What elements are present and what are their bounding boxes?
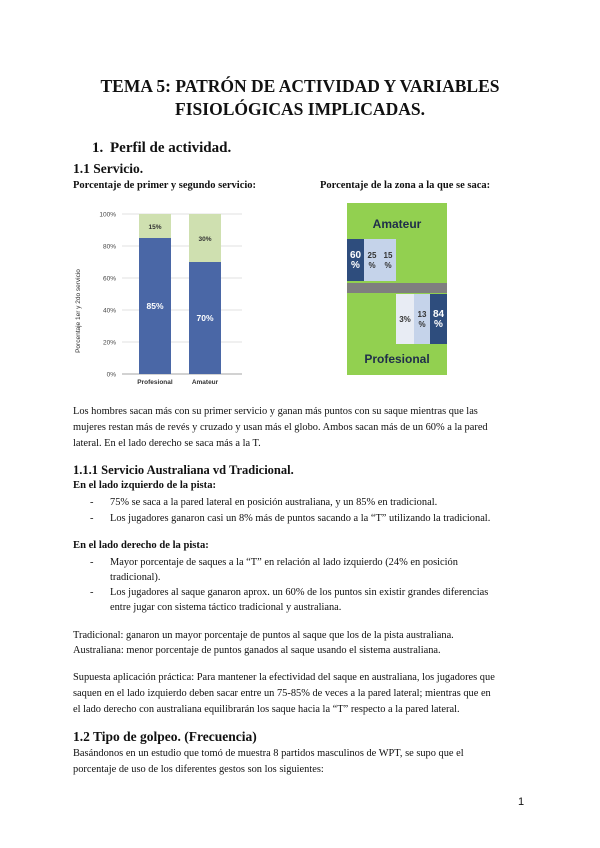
bullet-dash: -: [90, 587, 94, 598]
bar-data-label: 70%: [196, 313, 214, 323]
list-item: [90, 585, 540, 615]
para-serve-line3: lateral. En el lado derecho se saca más a la T.: [73, 438, 261, 449]
bar-data-label: 85%: [146, 301, 164, 311]
bullet-text: 75% se saca a la pared lateral en posición australiana, y un 85% en tradicional.: [110, 497, 438, 508]
bullet-text-cont: tradicional).: [110, 572, 161, 583]
zone-value-label: %: [368, 261, 376, 270]
zone-value-label: %: [418, 320, 426, 329]
subsection-1-2: 1.2 Tipo de golpeo. (Frecuencia): [73, 729, 257, 744]
list-item: [90, 555, 540, 585]
y-tick-label: 0%: [106, 371, 116, 379]
doc-title-line1: TEMA 5: PATRÓN DE ACTIVIDAD Y VARIABLES: [100, 76, 500, 96]
bullet-dash: -: [90, 557, 94, 568]
y-tick-label: 100%: [99, 211, 116, 219]
para-study-line2: porcentaje de uso de los diferentes gestos son los siguientes:: [73, 764, 324, 775]
zone-value-label: %: [384, 261, 392, 270]
zone-value-label: 3%: [399, 315, 411, 324]
para-application-line2: saquen en el lado izquierdo deben sacar entre un 75-85% de veces a la pared lateral; mientras que en: [73, 688, 491, 699]
para-australiana: Australiana: menor porcentaje de puntos ganados al saque usando el sistema australiana.: [73, 645, 441, 656]
doc-title-line2: FISIOLÓGICAS IMPLICADAS.: [175, 99, 425, 119]
bar-data-label: 30%: [198, 236, 212, 243]
x-tick-label: Amateur: [191, 379, 219, 386]
subsection-1-1-1: 1.1.1 Servicio Australiana vd Tradicional.: [73, 463, 294, 477]
list-item: [90, 495, 540, 510]
bullet-text: Los jugadores ganaron casi un 8% más de puntos sacando a la “T” utilizando la tradicional.: [110, 513, 491, 524]
zone-cell: [414, 294, 430, 344]
bullet-text: Los jugadores al saque ganaron aprox. un 60% de los puntos sin existir grandes diferencias: [110, 587, 489, 598]
bullet-text-cont: entre jugar con sistema táctico tradicional y australiana.: [110, 602, 342, 613]
para-application-line3: el lado derecho con australiana equilibrarán los saque hacia la “T” respecto a la pared lateral.: [73, 704, 460, 715]
zone-value-label: 60: [349, 250, 362, 261]
bar-data-label: 15%: [148, 224, 162, 231]
zone-value-label: 84: [432, 309, 445, 320]
bullet-dash: -: [90, 497, 94, 508]
y-tick-label: 80%: [102, 243, 116, 251]
section1-number: 1.: [92, 140, 104, 156]
zone-value-label: %: [434, 319, 443, 330]
para-application-line1: Supuesta aplicación práctica: Para mantener la efectividad del saque en australiana, los jugadores que: [73, 672, 495, 683]
para-serve-line1: Los hombres sacan más con su primer servicio y ganan más puntos con su saque mientras que las: [73, 406, 478, 417]
zone-cell: [364, 239, 380, 281]
para-study-line1: Basándonos en un estudio que tomó de muestra 8 partidos masculinos de WPT, se supo que el: [73, 748, 464, 759]
left-side-heading: En el lado izquierdo de la pista:: [73, 480, 217, 491]
y-tick-label: 40%: [102, 307, 116, 315]
chart-y-axis-label: Porcentaje 1er y 2do servicio: [75, 269, 82, 353]
right-side-heading: En el lado derecho de la pista:: [73, 540, 209, 551]
subsection-1-1: 1.1 Servicio.: [73, 161, 144, 176]
caption-left-chart: Porcentaje de primer y segundo servicio:: [73, 180, 257, 191]
x-tick-label: Profesional: [137, 379, 173, 386]
group-label-profesional: Profesional: [364, 352, 430, 366]
zone-value-label: 25: [367, 251, 377, 260]
serve-percentage-chart: [70, 203, 250, 393]
serve-zone-diagram: [347, 203, 447, 375]
court-net: [347, 283, 447, 293]
zone-cell: [380, 239, 396, 281]
caption-right-chart: Porcentaje de la zona a la que se saca:: [320, 180, 491, 191]
bullet-text: Mayor porcentaje de saques a la “T” en relación al lado izquierdo (24% en posición: [110, 557, 458, 568]
group-label-amateur: Amateur: [372, 217, 422, 231]
section1-title: Perfil de actividad.: [110, 140, 232, 156]
y-tick-label: 20%: [102, 339, 116, 347]
y-tick-label: 60%: [102, 275, 116, 283]
bullet-dash: -: [90, 513, 94, 524]
zone-value-label: %: [351, 260, 360, 271]
para-serve-line2: mujeres restan más de revés y cruzado y usan más el globo. Ambos sacan más de un 60% a la pared: [73, 422, 488, 433]
zone-value-label: 15: [383, 251, 393, 260]
para-tradicional: Tradicional: ganaron un mayor porcentaje de puntos al saque que los de la pista australiana.: [73, 630, 454, 641]
zone-value-label: 13: [417, 310, 427, 319]
list-item: [90, 511, 540, 526]
page-number: 1: [518, 796, 525, 808]
